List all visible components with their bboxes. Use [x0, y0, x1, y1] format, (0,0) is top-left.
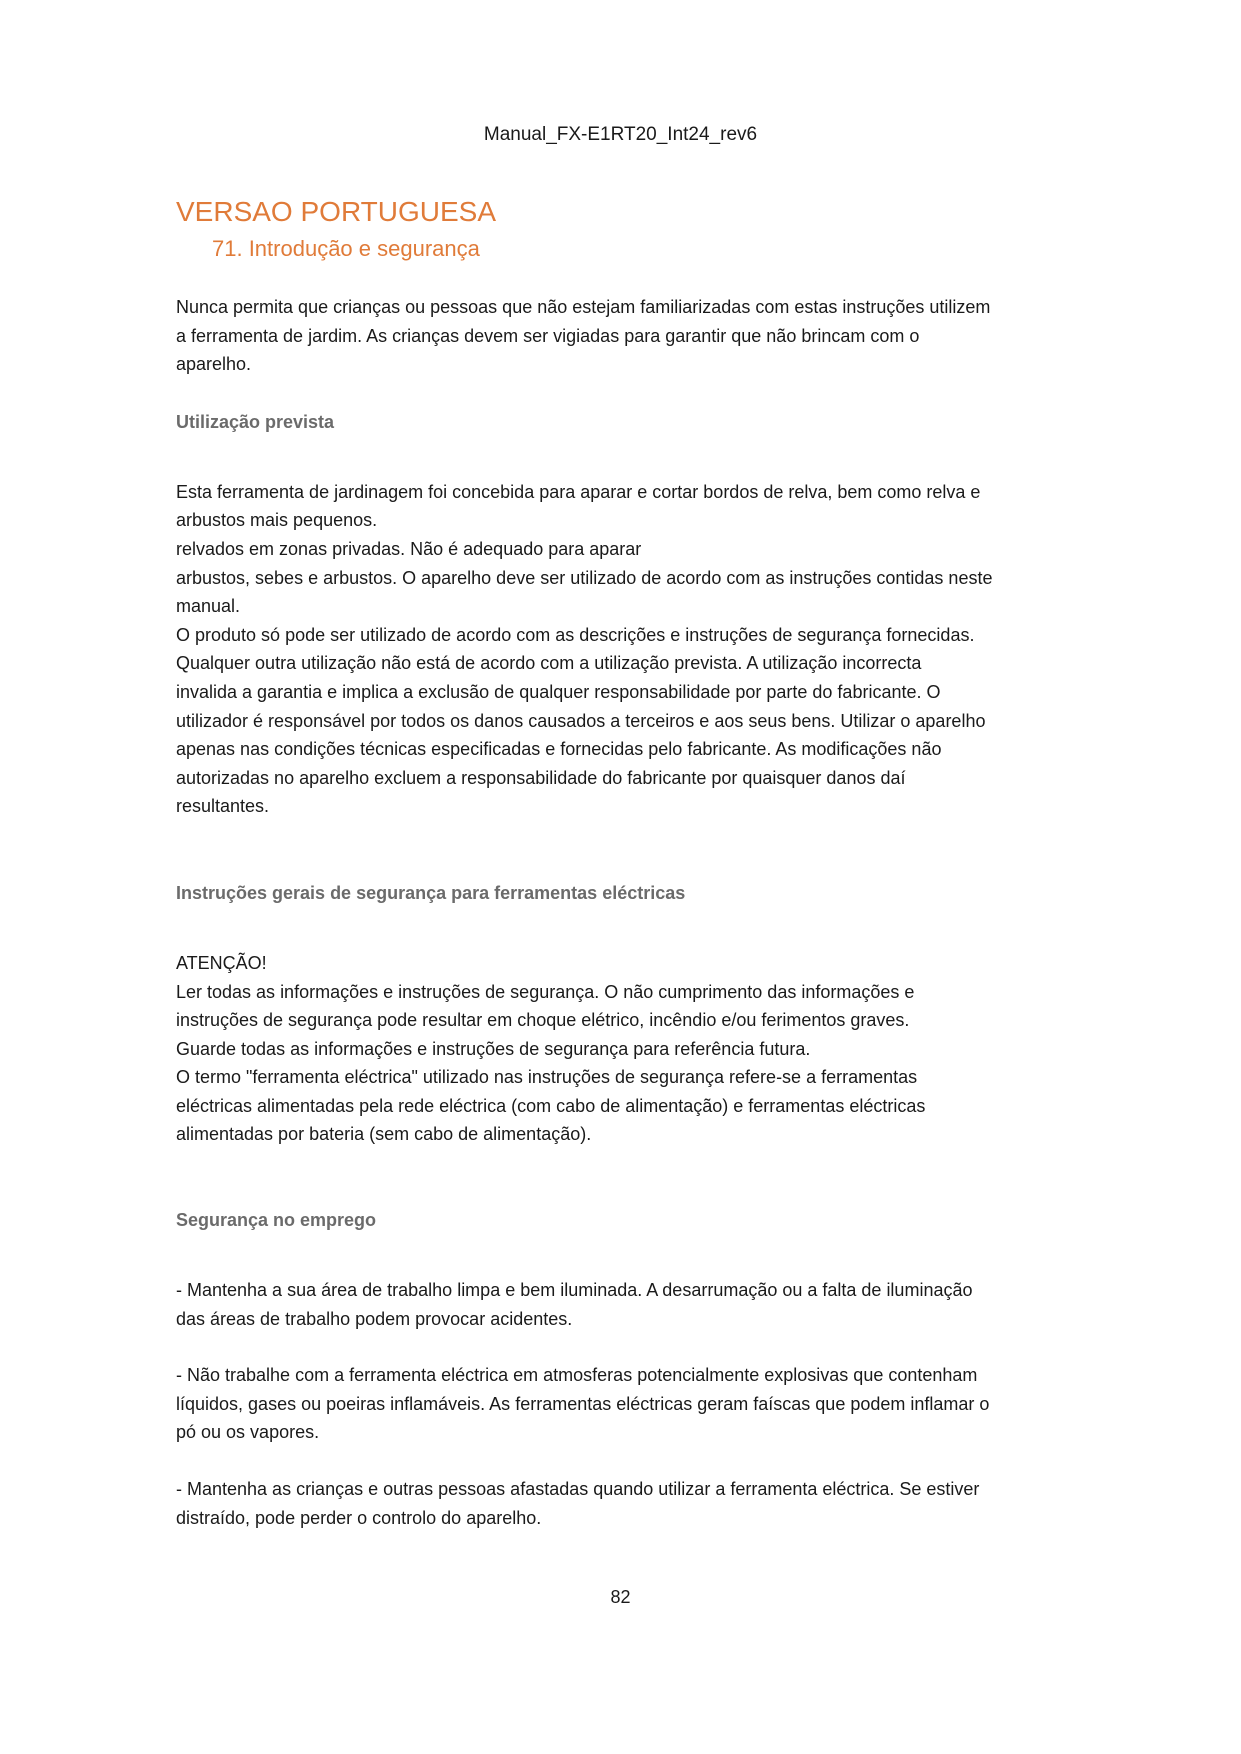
intended-use-line: manual.	[176, 596, 241, 617]
intended-use-line: relvados em zonas privadas. Não é adequado para aparar	[176, 538, 642, 559]
workplace-safety-line: das áreas de trabalho podem provocar acidentes.	[176, 1308, 573, 1329]
intended-use-line: Esta ferramenta de jardinagem foi concebida para aparar e cortar bordos de relva, bem como relva e	[176, 481, 981, 502]
intended-use-line: resultantes.	[176, 796, 270, 817]
workplace-safety-item	[176, 1475, 1096, 1532]
intended-use-line: O produto só pode ser utilizado de acordo com as descrições e instruções de segurança fornecidas.	[176, 624, 975, 645]
intended-use-line: arbustos mais pequenos.	[176, 510, 378, 531]
intro-line: aparelho.	[176, 354, 252, 375]
general-safety-line: eléctricas alimentadas pela rede eléctrica (com cabo de alimentação) e ferramentas eléctricas	[176, 1095, 926, 1116]
page-number: 82	[610, 1587, 631, 1607]
general-safety-paragraph	[176, 949, 1096, 1149]
intro-line: a ferramenta de jardim. As crianças devem ser vigiadas para garantir que não brincam com o	[176, 325, 920, 346]
workplace-safety-line: pó ou os vapores.	[176, 1422, 320, 1443]
workplace-safety-line: líquidos, gases ou poeiras inflamáveis. As ferramentas eléctricas geram faíscas que podem inflamar o	[176, 1393, 990, 1414]
page-content	[176, 194, 1096, 1532]
intended-use-paragraph	[176, 478, 1096, 821]
intended-use-line: autorizadas no aparelho excluem a responsabilidade do fabricante por quaisquer danos daí	[176, 767, 906, 788]
workplace-safety-line: - Mantenha as crianças e outras pessoas afastadas quando utilizar a ferramenta eléctrica. Se estiver	[176, 1479, 980, 1500]
general-safety-heading: Instruções gerais de segurança para ferramentas eléctricas	[176, 882, 686, 903]
section-title: 71. Introdução e segurança	[212, 236, 480, 261]
intended-use-line: apenas nas condições técnicas especificadas e fornecidas pelo fabricante. As modificações não	[176, 739, 942, 760]
general-safety-line: alimentadas por bateria (sem cabo de alimentação).	[176, 1124, 592, 1145]
general-safety-line: Guarde todas as informações e instruções de segurança para referência futura.	[176, 1038, 811, 1059]
general-safety-line: instruções de segurança pode resultar em choque elétrico, incêndio e/ou ferimentos graves.	[176, 1010, 910, 1031]
workplace-safety-heading: Segurança no emprego	[176, 1210, 377, 1231]
workplace-safety-item	[176, 1361, 1096, 1447]
general-safety-line: O termo "ferramenta eléctrica" utilizado nas instruções de segurança refere-se a ferramentas	[176, 1067, 918, 1088]
intro-paragraph	[176, 293, 1096, 379]
workplace-safety-item	[176, 1276, 1096, 1333]
intended-use-line: arbustos, sebes e arbustos. O aparelho deve ser utilizado de acordo com as instruções contidas neste	[176, 567, 993, 588]
workplace-safety-line: - Não trabalhe com a ferramenta eléctrica em atmosferas potencialmente explosivas que contenham	[176, 1365, 978, 1386]
document-header: Manual_FX-E1RT20_Int24_rev6	[483, 124, 758, 145]
language-title: VERSAO PORTUGUESA	[176, 196, 497, 227]
warning-label: ATENÇÃO!	[176, 952, 267, 973]
intended-use-heading: Utilização prevista	[176, 411, 335, 432]
intro-line: Nunca permita que crianças ou pessoas que não estejam familiarizadas com estas instruções utilizem	[176, 297, 991, 317]
workplace-safety-line: - Mantenha a sua área de trabalho limpa e bem iluminada. A desarrumação ou a falta de iluminação	[176, 1280, 973, 1301]
general-safety-line: Ler todas as informações e instruções de segurança. O não cumprimento das informações e	[176, 981, 915, 1002]
workplace-safety-line: distraído, pode perder o controlo do aparelho.	[176, 1507, 542, 1528]
intended-use-line: utilizador é responsável por todos os danos causados a terceiros e aos seus bens. Utilizar o aparelho	[176, 710, 986, 731]
intended-use-line: Qualquer outra utilização não está de acordo com a utilização prevista. A utilização incorrecta	[176, 653, 922, 674]
intended-use-line: invalida a garantia e implica a exclusão de qualquer responsabilidade por parte do fabricante. O	[176, 681, 941, 702]
